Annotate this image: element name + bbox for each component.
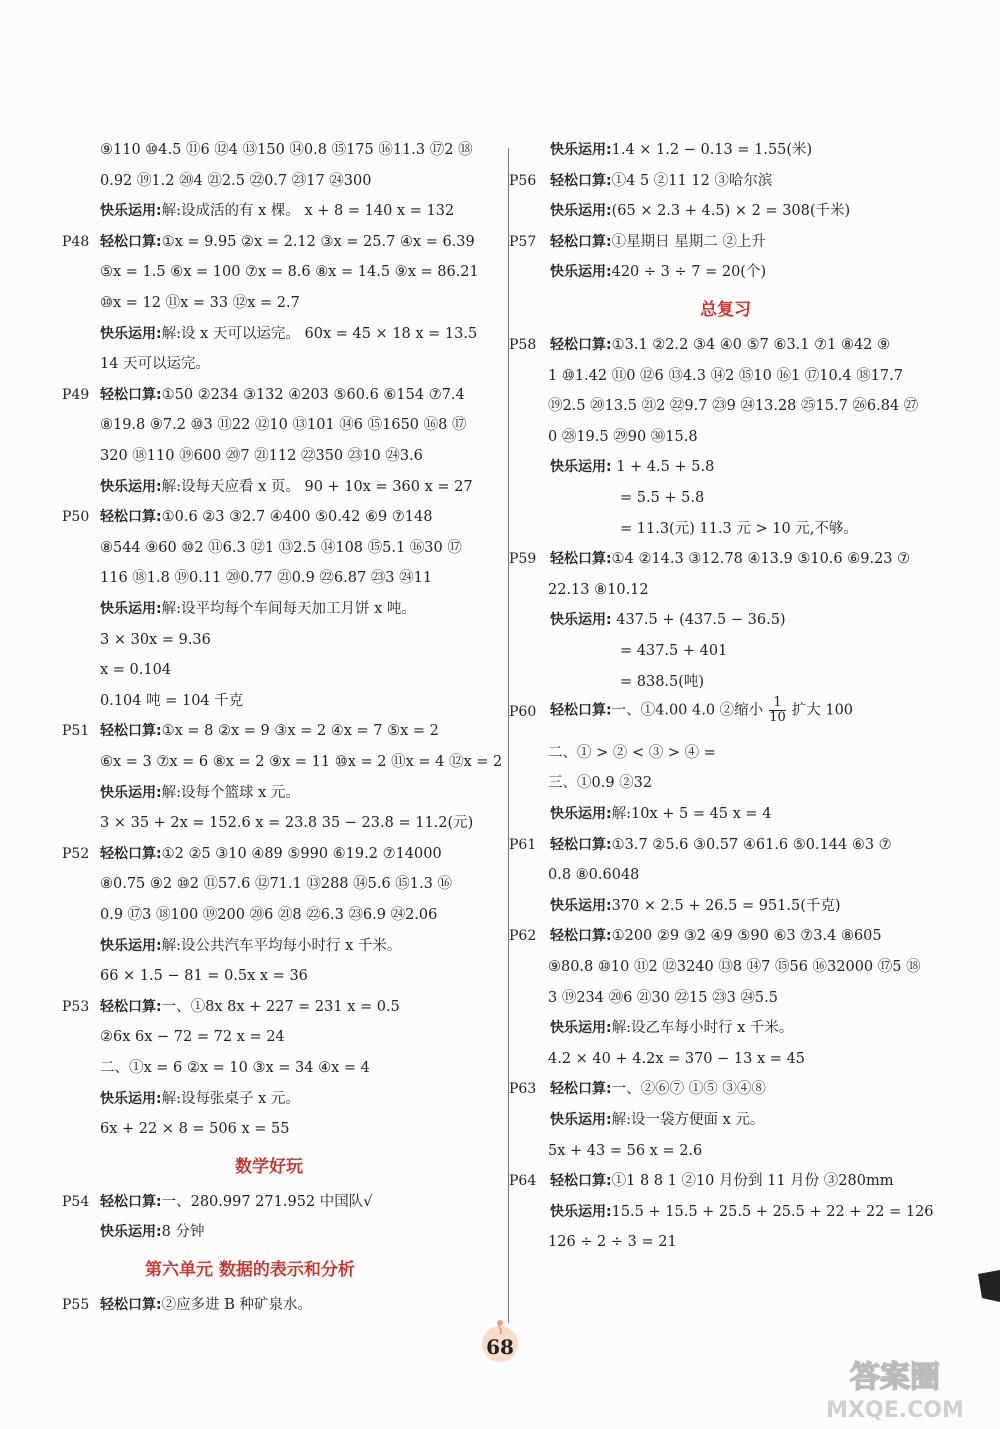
section-heading: 第六单元 数据的表示和分析 [145, 1260, 355, 1280]
page-ref: P60 [509, 704, 537, 721]
answer-text: 4.2 × 40 + 4.2x = 370 − 13 x = 45 [548, 1050, 805, 1067]
answer-text: ①3.7 ②5.6 ③0.57 ④61.6 ⑤0.144 ⑥3 ⑦ [611, 836, 892, 853]
answer-text: 一、①4.00 4.0 ②缩小 [611, 702, 764, 719]
answer-text: 116 ⑱1.8 ⑲0.11 ⑳0.77 ㉑0.9 ㉒6.87 ㉓3 ㉔11 [100, 570, 433, 587]
page-ref: P54 [62, 1193, 90, 1210]
answer-line [548, 366, 903, 386]
answer-line [100, 324, 477, 344]
svg-text:答案圈: 答案圈 [850, 1360, 940, 1395]
answer-line [100, 721, 439, 741]
answer-line [100, 1295, 312, 1315]
answer-line [548, 396, 918, 416]
answer-line [100, 507, 432, 527]
page-ref: P49 [62, 386, 90, 403]
answer-line [100, 568, 432, 588]
answer-line [548, 1141, 702, 1161]
answer-line [100, 660, 171, 680]
answer-label: 快乐运用: [100, 1090, 162, 1107]
answer-text: 15.5 + 15.5 + 25.5 + 25.5 + 22 + 22 = 126 [611, 1203, 934, 1220]
answer-line [550, 549, 910, 569]
answer-label: 快乐运用: [550, 142, 612, 158]
fraction [769, 696, 786, 725]
answer-line [550, 1171, 893, 1191]
answer-line [100, 1089, 300, 1109]
answer-text: ①200 ②9 ③2 ④9 ⑤90 ⑥3 ⑦3.4 ⑧605 [611, 928, 882, 945]
answer-label: 快乐运用: [550, 1203, 612, 1220]
answer-text: 1 + 4.5 + 5.8 [611, 459, 715, 476]
page-ref: P62 [509, 928, 537, 945]
answer-line [550, 696, 853, 725]
answer-line [550, 1079, 766, 1099]
answer-label: 轻松口算: [550, 1173, 612, 1190]
answer-label: 快乐运用: [100, 601, 162, 617]
answer-line [100, 874, 452, 894]
answer-text: 二、① > ② < ③ > ④ = [548, 744, 716, 761]
answer-line [620, 641, 727, 661]
answer-label: 轻松口算: [550, 1081, 612, 1098]
answer-line [100, 171, 371, 191]
answer-label: 轻松口算: [100, 845, 162, 862]
answer-line [550, 610, 786, 630]
answer-text: 二、①x = 6 ②x = 10 ③x = 34 ④x = 4 [100, 1060, 370, 1076]
answer-line [100, 691, 243, 711]
answer-line [620, 519, 858, 539]
answer-line [550, 232, 766, 252]
answer-label: 轻松口算: [100, 509, 162, 526]
answer-text: 解:设每张桌子 x 元。 [161, 1090, 300, 1107]
answer-line [100, 1119, 289, 1139]
answer-text: ①3.1 ②2.2 ③4 ④0 ⑤7 ⑥3.1 ⑦1 ⑧42 ⑨ [611, 337, 891, 353]
answer-text: 一、②⑥⑦ ①⑤ ③④⑧ [611, 1081, 766, 1098]
answer-line [100, 262, 479, 282]
answer-label: 快乐运用: [100, 937, 162, 954]
answer-line [550, 1202, 934, 1222]
answer-text: 14 天可以运完。 [100, 356, 211, 373]
page-ref: P64 [509, 1173, 537, 1190]
page-ref: P56 [509, 172, 537, 189]
answer-line [550, 835, 892, 855]
answer-label: 快乐运用: [100, 325, 162, 342]
answer-line [100, 997, 400, 1017]
answer-line [100, 1027, 285, 1047]
answer-text: 0 ㉘19.5 ㉙90 ㉚15.8 [548, 428, 698, 445]
answer-label: 轻松口算: [100, 723, 162, 740]
answer-line [550, 1018, 793, 1038]
page-ref: P48 [62, 233, 90, 250]
answer-line [100, 538, 462, 558]
answer-text: 一、280.997 271.952 中国队√ [161, 1193, 373, 1210]
answer-text: = 437.5 + 401 [620, 643, 728, 659]
answer-text: 126 ÷ 2 ÷ 3 = 21 [548, 1234, 677, 1251]
answer-label: 轻松口算: [550, 702, 612, 719]
answer-label: 轻松口算: [550, 836, 612, 853]
answer-text: x = 0.104 [100, 662, 172, 679]
answer-line [100, 477, 473, 497]
answer-line [100, 599, 416, 619]
answer-text: 8 分钟 [161, 1224, 205, 1241]
answer-text: 3 ⑲234 ⑳6 ㉑30 ㉒15 ㉓3 ㉔5.5 [548, 989, 778, 1006]
answer-text: 解:设公共汽车平均每小时行 x 千米。 [161, 937, 402, 954]
answer-text: 0.9 ⑰3 ⑱100 ⑲200 ⑳6 ㉑8 ㉒6.3 ㉓6.9 ㉔2.06 [100, 907, 438, 923]
answer-text: ①2 ②5 ③10 ④89 ⑤990 ⑥19.2 ⑦14000 [161, 845, 442, 862]
answer-text: ②应多进 B 种矿泉水。 [161, 1297, 312, 1313]
answer-text: 解:设每天应看 x 页。 90 + 10x = 360 x = 27 [161, 478, 473, 495]
answer-text: ⑧19.8 ⑨7.2 ⑩3 ⑪22 ⑫10 ⑬101 ⑭6 ⑮1650 ⑯8 ⑰ [100, 417, 467, 434]
answer-text: ⑤x = 1.5 ⑥x = 100 ⑦x = 8.6 ⑧x = 14.5 ⑨x = 86.21 [100, 264, 479, 281]
answer-label: 轻松口算: [100, 1297, 162, 1313]
answer-text: ⑧0.75 ⑨2 ⑩2 ⑪57.6 ⑫71.1 ⑬288 ⑭5.6 ⑮1.3 ⑯ [100, 876, 452, 893]
answer-label: 轻松口算: [100, 233, 162, 250]
answer-text: 解:设成活的有 x 棵。 x + 8 = 140 x = 132 [161, 203, 455, 220]
answer-text: 解:设平均每个车间每天加工月饼 x 吨。 [161, 601, 416, 617]
answer-text: 解:设每个篮球 x 元。 [161, 784, 300, 801]
answer-label: 轻松口算: [100, 1193, 162, 1210]
page-ref: P63 [509, 1081, 537, 1098]
answer-line [100, 966, 308, 986]
page-ref: P51 [62, 723, 90, 740]
answer-text: ①0.6 ②3 ③2.7 ④400 ⑤0.42 ⑥9 ⑦148 [161, 509, 433, 526]
answer-line [548, 1232, 677, 1252]
answer-line [548, 580, 649, 600]
page-ref: P59 [509, 551, 537, 568]
answer-line [548, 1049, 805, 1069]
answer-text: 1.4 × 1.2 − 0.13 = 1.55(米) [611, 142, 813, 158]
answer-text: ⑨110 ⑩4.5 ⑪6 ⑫4 ⑬150 ⑭0.8 ⑮175 ⑯11.3 ⑰2 ⑱ [100, 142, 473, 158]
page-ref: P57 [509, 233, 537, 250]
page-ref: P53 [62, 998, 90, 1015]
answer-label: 轻松口算: [550, 233, 612, 250]
answer-text-tail: 扩大 100 [791, 702, 854, 719]
answer-label: 快乐运用: [550, 806, 612, 822]
answer-line [100, 293, 300, 313]
answer-line [550, 457, 714, 477]
section-heading: 数学好玩 [235, 1156, 303, 1177]
answer-text: ①4 ②14.3 ③12.78 ④13.9 ⑤10.6 ⑥9.23 ⑦ [611, 551, 911, 568]
answer-line [100, 446, 423, 466]
answer-line [100, 140, 473, 160]
answer-line [620, 488, 704, 508]
answer-label: 快乐运用: [100, 478, 162, 495]
corner-tab-icon [976, 1270, 1000, 1302]
answer-line [100, 936, 401, 956]
answer-text: 437.5 + (437.5 − 36.5) [611, 612, 786, 629]
answer-line [100, 844, 442, 864]
answer-text: ⑩x = 12 ⑪x = 33 ⑫x = 2.7 [100, 295, 300, 311]
answer-label: 轻松口算: [550, 928, 612, 945]
answer-text: ①50 ②234 ③132 ④203 ⑤60.6 ⑥154 ⑦7.4 [161, 386, 465, 403]
answer-text: 420 ÷ 3 ÷ 7 = 20(个) [611, 264, 767, 281]
page-ref: P61 [509, 836, 537, 853]
answer-text: 5x + 43 = 56 x = 2.6 [548, 1142, 703, 1159]
answer-text: 解:设 x 天可以运完。 60x = 45 × 18 x = 13.5 [161, 325, 478, 342]
answer-text: 一、①8x 8x + 227 = 231 x = 0.5 [161, 998, 400, 1015]
answer-line [100, 1192, 373, 1212]
answer-line [100, 1222, 204, 1242]
answer-line [548, 743, 716, 763]
page-ref: P50 [62, 509, 90, 526]
answer-line [550, 926, 882, 946]
answer-text: 0.92 ⑲1.2 ⑳4 ㉑2.5 ㉒0.7 ㉓17 ㉔300 [100, 172, 372, 189]
answer-text: ①x = 8 ②x = 9 ③x = 2 ④x = 7 ⑤x = 2 [161, 723, 439, 740]
page-ref: P52 [62, 845, 90, 862]
answer-text: = 11.3(元) 11.3 元 > 10 元,不够。 [620, 520, 858, 537]
answer-label: 快乐运用: [100, 784, 162, 801]
answer-text: 三、①0.9 ②32 [548, 775, 653, 792]
answer-line [100, 415, 466, 435]
answer-text: 0.8 ⑧0.6048 [548, 867, 640, 884]
answer-line [550, 262, 766, 282]
answer-text: 0.104 吨 = 104 千克 [100, 692, 244, 709]
answer-line [100, 1058, 370, 1078]
answer-text: (65 × 2.3 + 4.5) × 2 = 308(千米) [611, 203, 851, 220]
answer-line [550, 335, 890, 355]
answer-label: 轻松口算: [550, 337, 612, 353]
answer-line [100, 232, 475, 252]
answer-label: 轻松口算: [550, 172, 612, 189]
answer-text: ⑨80.8 ⑩10 ⑪2 ⑫3240 ⑬8 ⑭7 ⑮56 ⑯32000 ⑰5 ⑱ [548, 959, 921, 975]
answer-text: = 838.5(吨) [620, 673, 705, 690]
page-number: 68 [486, 1335, 514, 1359]
answer-line [100, 783, 300, 803]
answer-line [548, 988, 778, 1008]
watermark-logo [797, 1353, 992, 1423]
answer-line [100, 905, 437, 925]
answer-text: 66 × 1.5 − 81 = 0.5x x = 36 [100, 968, 308, 985]
answer-label: 轻松口算: [100, 998, 162, 1015]
answer-text: ①4 5 ②11 12 ③哈尔滨 [611, 172, 773, 189]
answer-label: 快乐运用: [100, 203, 162, 220]
answer-label: 快乐运用: [550, 1112, 612, 1128]
answer-label: 快乐运用: [550, 1020, 612, 1037]
answer-text: 22.13 ⑧10.12 [548, 581, 649, 598]
answer-text: 解:10x + 5 = 45 x = 4 [611, 806, 772, 822]
answer-line [100, 385, 465, 405]
answer-label: 快乐运用: [550, 612, 612, 629]
answer-text: 6x + 22 × 8 = 506 x = 55 [100, 1121, 290, 1138]
answer-line [100, 752, 502, 772]
column-divider [508, 148, 509, 1323]
answer-text: 3 × 30x = 9.36 [100, 631, 211, 648]
answer-text: 解:设乙车每小时行 x 千米。 [611, 1020, 794, 1037]
answer-line [100, 354, 210, 374]
answer-label: 快乐运用: [550, 264, 612, 281]
svg-text:MXQE.COM: MXQE.COM [826, 1398, 964, 1423]
answer-text: = 5.5 + 5.8 [620, 490, 705, 506]
answer-text: 解:设一袋方便面 x 元。 [611, 1112, 765, 1128]
answer-line [550, 201, 850, 221]
answer-line [550, 171, 772, 191]
answer-line [548, 427, 698, 447]
answer-text: ①1 8 8 1 ②10 月份到 11 月份 ③280mm [611, 1173, 894, 1190]
answer-line [550, 1110, 764, 1130]
answer-line [548, 773, 652, 793]
answer-text: 370 × 2.5 + 26.5 = 951.5(千克) [611, 897, 841, 914]
fraction-numerator: 1 [769, 696, 786, 711]
answer-text: 320 ⑱110 ⑲600 ⑳7 ㉑112 ㉒350 ㉓10 ㉔3.6 [100, 448, 423, 464]
answer-line [550, 896, 841, 916]
answer-line [620, 672, 704, 692]
answer-line [100, 630, 211, 650]
answer-label: 轻松口算: [100, 386, 162, 403]
answer-text: 3 × 35 + 2x = 152.6 x = 23.8 35 − 23.8 = 11.2(元) [100, 815, 474, 832]
page-ref: P55 [62, 1297, 90, 1313]
answer-text: ⑧544 ⑨60 ⑩2 ⑪6.3 ⑫1 ⑬2.5 ⑭108 ⑮5.1 ⑯30 ⑰ [100, 539, 462, 556]
answer-label: 快乐运用: [550, 897, 612, 914]
answer-text: ⑲2.5 ⑳13.5 ㉑2 ㉒9.7 ㉓9 ㉔13.28 ㉕15.7 ㉖6.84 ㉗ [548, 398, 919, 415]
answer-text: ②6x 6x − 72 = 72 x = 24 [100, 1029, 285, 1046]
fraction-denominator: 10 [769, 710, 786, 726]
answer-line [100, 201, 454, 221]
answer-line [548, 865, 639, 885]
answer-text: 1 ⑩1.42 ⑪0 ⑫6 ⑬4.3 ⑭2 ⑮10 ⑯1 ⑰10.4 ⑱17.7 [548, 367, 903, 384]
answer-label: 轻松口算: [550, 551, 612, 568]
answer-line [100, 813, 473, 833]
page-ref: P58 [509, 337, 537, 353]
answer-line [550, 140, 812, 160]
answer-text: ①x = 9.95 ②x = 2.12 ③x = 25.7 ④x = 6.39 [161, 233, 475, 250]
answer-text: ①星期日 星期二 ②上升 [611, 233, 766, 250]
answer-text: ⑥x = 3 ⑦x = 6 ⑧x = 2 ⑨x = 11 ⑩x = 2 ⑪x = 4 ⑫x = 2 [100, 754, 503, 770]
answer-line [550, 804, 771, 824]
answer-line [548, 957, 921, 977]
answer-label: 快乐运用: [100, 1224, 162, 1241]
answer-label: 快乐运用: [550, 459, 612, 476]
section-heading: 总复习 [700, 300, 751, 320]
answer-label: 快乐运用: [550, 203, 612, 220]
